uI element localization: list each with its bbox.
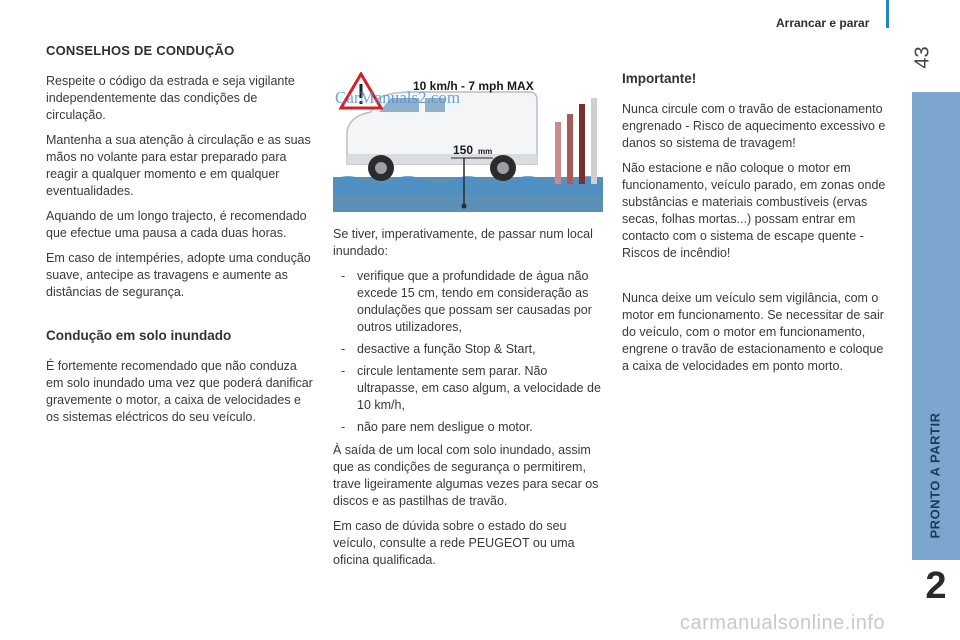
section-title: Arrancar e parar: [776, 16, 870, 30]
advice-paragraph: Respeite o código da estrada e seja vigilante independentemente das condições de circulação.: [46, 74, 295, 122]
chapter-label-text: PRONTO A PARTIR: [927, 412, 943, 539]
advice-paragraph: Em caso de intempéries, adopte uma condução suave, antecipe as travagens e aumente as distâncias de segurança.: [46, 251, 311, 299]
list-item: - verifique que a profundidade de água não excede 15 cm, tendo em consideração as ondulações que possam ser causadas por outros utilizadores,: [333, 268, 605, 336]
doubt-paragraph: Em caso de dúvida sobre o estado do seu veículo, consulte a rede PEUGEOT ou uma oficina qualificada.: [333, 519, 575, 567]
important-paragraph: Não estacione e não coloque o motor em funcionamento, veículo parado, em zonas onde substâncias e materiais combustíveis (ervas secas, folhas mortas...) possam entrar em contacto com o sistema de escape quente - Riscos de incêndio!: [622, 161, 886, 260]
page-number: 43: [911, 46, 934, 69]
watermark-bottom: carmanualsonline.info: [680, 612, 886, 634]
important-heading: Importante!: [622, 71, 697, 86]
chapter-number: 2: [912, 560, 960, 640]
advice-paragraph: Aquando de um longo trajecto, é recomendado que efectue uma pausa a cada duas horas.: [46, 209, 307, 240]
important-paragraph: Nunca deixe um veículo sem vigilância, com o motor em funcionamento. Se necessitar de sair do veículo, com o motor em funcionamento, engrene o travão de estacionamento e coloque a caixa de velocidades em ponto morto.: [622, 291, 884, 373]
watermark-top: CarManuals2.com: [335, 88, 461, 107]
list-item: - circule lentamente sem parar. Não ultrapasse, em caso algum, a velocidade de 10 km/h,: [333, 363, 605, 414]
flooded-road-heading: Condução em solo inundado: [46, 328, 232, 343]
after-flood-paragraph: À saída de um local com solo inundado, assim que as condições de segurança o permitirem, trave ligeiramente algumas vezes para secar os discos e as pastilhas de travão.: [333, 443, 599, 508]
spacer: [622, 270, 890, 290]
list-item: - desactive a função Stop & Start,: [333, 341, 605, 358]
header-accent-line: [886, 0, 889, 28]
column-important: [622, 70, 890, 383]
depth-unit-label: mm: [478, 147, 493, 156]
driving-advice-heading: CONSELHOS DE CONDUÇÃO: [46, 43, 235, 58]
important-paragraph: Nunca circule com o travão de estacionamento engrenado - Risco de aquecimento excessivo e danos so sistema de travagem!: [622, 102, 886, 150]
column-driving-advice: [46, 42, 314, 434]
depth-value-label: 150: [453, 143, 474, 157]
speed-limit-label: 10 km/h - 7 mph MAX: [413, 79, 534, 93]
flooded-road-paragraph: É fortemente recomendado que não conduza em solo inundado uma vez que poderá danificar gravemente o motor, a caixa de velocidades e os sistemas eléctricos do seu veículo.: [46, 359, 313, 424]
flood-instruction-list: [333, 268, 605, 436]
column-flood-instructions: [333, 226, 605, 577]
list-item: - não pare nem desligue o motor.: [333, 419, 605, 436]
flood-intro: Se tiver, imperativamente, de passar num local inundado:: [333, 227, 593, 258]
advice-paragraph: Mantenha a sua atenção à circulação e as suas mãos no volante para estar preparado para reagir a qualquer momento e em qualquer eventualidades.: [46, 133, 311, 198]
